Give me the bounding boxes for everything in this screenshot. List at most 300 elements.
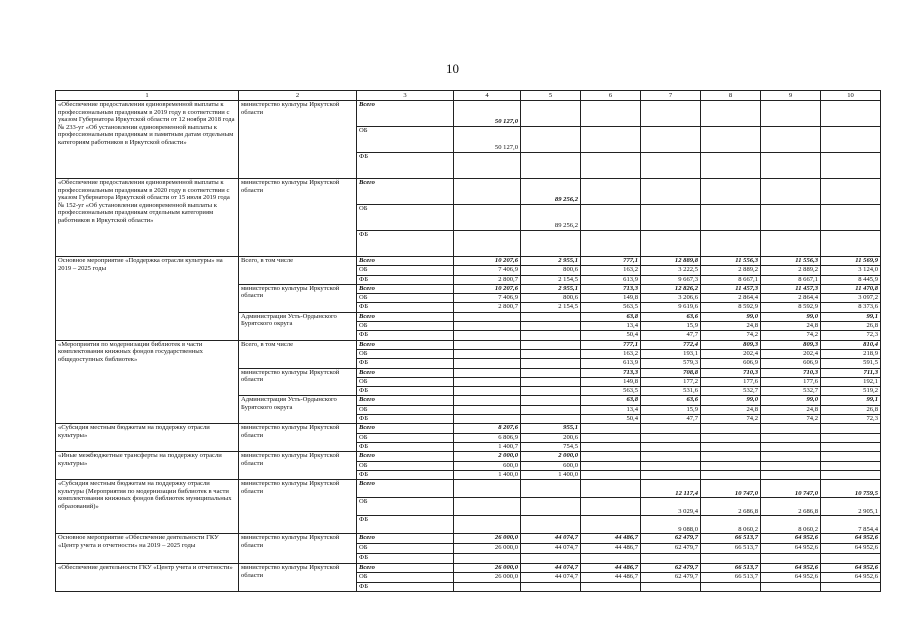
source-total: Всего [357,101,454,127]
measure-description: «Субсидия местным бюджетам на поддержку отрасли культуры» [56,424,239,452]
value-cell [521,349,581,358]
value-cell: 10 207,6 [454,257,521,266]
executor-cell: Администрация Усть-Ордынского Бурятского округа [239,396,357,424]
executor-cell: министерство культуры Иркутской области [239,101,357,179]
value-cell: 66 513,7 [701,564,761,573]
value-cell [701,582,761,591]
value-cell: 74,2 [761,331,821,340]
value-cell: 62 479,7 [641,573,701,582]
value-cell: 600,0 [521,461,581,470]
value-cell: 955,1 [521,424,581,433]
value-cell [641,461,701,470]
value-cell: 713,3 [581,368,641,377]
source-ob: ОБ [357,498,454,516]
value-cell: 50,4 [581,415,641,424]
value-cell: 711,3 [821,368,881,377]
source-fb: ФБ [357,516,454,534]
value-cell: 99,1 [821,312,881,321]
col-header: 1 [56,91,239,101]
value-cell: 9 088,0 [641,516,701,534]
value-cell [761,554,821,564]
executor-cell: министерство культуры Иркутской области [239,452,357,480]
value-cell: 2 864,4 [701,294,761,303]
value-cell [454,498,521,516]
value-cell: 74,2 [701,331,761,340]
value-cell: 44 074,7 [521,544,581,554]
value-cell [581,424,641,433]
executor-cell: министерство культуры Иркутской области [239,284,357,312]
value-cell [581,470,641,479]
value-cell: 163,2 [581,349,641,358]
value-cell: 63,8 [581,312,641,321]
source-fb: ФБ [357,231,454,257]
source-fb: ФБ [357,275,454,284]
value-cell [821,452,881,461]
source-ob: ОБ [357,433,454,442]
value-cell [641,433,701,442]
value-cell [521,405,581,414]
value-cell: 44 074,7 [521,564,581,573]
value-cell: 11 556,3 [761,257,821,266]
measure-description: Основное мероприятие «Обеспечение деятельности ГКУ «Центр учета и отчетности» на 2019 – 2025 годы [56,534,239,564]
value-cell: 163,2 [581,266,641,275]
value-cell: 810,4 [821,340,881,349]
value-cell: 66 513,7 [701,573,761,582]
table-row [56,534,881,544]
value-cell: 11 457,3 [761,284,821,293]
value-cell: 7 854,4 [821,516,881,534]
budget-table [55,90,881,592]
value-cell [581,480,641,498]
source-total: Всего [357,480,454,498]
value-cell [581,433,641,442]
value-cell: 2 955,1 [521,284,581,293]
value-cell: 177,6 [701,377,761,386]
value-cell: 24,8 [761,322,821,331]
value-cell: 2 864,4 [761,294,821,303]
value-cell: 11 457,3 [701,284,761,293]
value-cell: 26 000,0 [454,564,521,573]
value-cell [761,424,821,433]
value-cell [581,452,641,461]
value-cell [821,424,881,433]
value-cell: 44 486,7 [581,564,641,573]
value-cell [521,387,581,396]
value-cell: 218,9 [821,349,881,358]
value-cell [581,442,641,451]
value-cell [641,582,701,591]
value-cell: 64 952,6 [761,534,821,544]
source-total: Всего [357,312,454,321]
value-cell: 8 667,1 [761,275,821,284]
value-cell: 2 000,0 [521,452,581,461]
value-cell [454,340,521,349]
value-cell [454,322,521,331]
measure-description: «Обеспечение предоставления единовременной выплаты к профессиональным праздникам в 2020 году в соответствии с указом Губернатора Иркутской области от 15 июля 2019 года № 152-уг «Об установлении единовременной выплаты к профессиональным праздникам отдельным категориям работников в Иркутской области» [56,179,239,257]
source-fb: ФБ [357,303,454,312]
source-fb: ФБ [357,582,454,591]
value-cell [521,340,581,349]
executor-cell: министерство культуры Иркутской области [239,179,357,257]
value-cell: 26 000,0 [454,573,521,582]
value-cell [641,442,701,451]
value-cell: 99,0 [701,312,761,321]
value-cell: 50,4 [581,331,641,340]
value-cell: 192,1 [821,377,881,386]
value-cell [521,516,581,534]
value-cell [521,377,581,386]
value-cell: 9 667,3 [641,275,701,284]
value-cell [521,312,581,321]
value-cell: 63,6 [641,312,701,321]
value-cell: 47,7 [641,331,701,340]
source-fb: ФБ [357,359,454,368]
value-cell: 63,6 [641,396,701,405]
col-header: 7 [641,91,701,101]
value-cell [454,312,521,321]
value-cell: 8 060,2 [701,516,761,534]
value-cell: 7 406,9 [454,266,521,275]
value-cell: 99,0 [761,312,821,321]
value-cell [454,415,521,424]
table-row [56,480,881,498]
executor-cell: министерство культуры Иркутской области [239,424,357,452]
value-cell: 24,8 [701,405,761,414]
value-cell: 710,3 [761,368,821,377]
value-cell [821,461,881,470]
value-cell [454,368,521,377]
value-cell: 66 513,7 [701,544,761,554]
source-total: Всего [357,534,454,544]
value-cell: 64 952,6 [761,544,821,554]
value-cell: 2 686,8 [761,498,821,516]
value-cell: 606,9 [701,359,761,368]
value-cell: 44 074,7 [521,573,581,582]
value-cell: 200,6 [521,433,581,442]
value-cell [761,582,821,591]
value-cell [641,470,701,479]
value-cell: 202,4 [761,349,821,358]
value-cell [521,415,581,424]
value-cell: 606,9 [761,359,821,368]
value-cell: 177,2 [641,377,701,386]
value-cell: 563,5 [581,303,641,312]
value-cell: 11 569,9 [821,257,881,266]
source-total: Всего [357,284,454,293]
value-cell: 44 486,7 [581,573,641,582]
value-cell [454,331,521,340]
measure-description: «Мероприятия по модернизации библиотек в части комплектования книжных фондов государственных общедоступных библиотек» [56,340,239,424]
col-header: 9 [761,91,821,101]
value-cell: 62 479,7 [641,544,701,554]
value-cell [821,470,881,479]
page-number: 10 [446,61,459,76]
source-ob: ОБ [357,127,454,153]
value-cell: 7 406,9 [454,294,521,303]
value-cell: 754,5 [521,442,581,451]
value-cell: 47,7 [641,415,701,424]
value-cell: 809,3 [761,340,821,349]
value-cell: 8 060,2 [761,516,821,534]
value-cell: 708,8 [641,368,701,377]
value-cell: 11 556,3 [701,257,761,266]
value-cell [454,396,521,405]
value-cell: 24,8 [701,322,761,331]
value-cell [581,516,641,534]
source-fb: ФБ [357,415,454,424]
value-cell [454,349,521,358]
value-cell [454,480,521,498]
source-fb: ФБ [357,331,454,340]
value-cell [581,554,641,564]
value-cell: 2 905,1 [821,498,881,516]
value-cell [581,498,641,516]
value-cell: 710,3 [701,368,761,377]
value-cell [641,424,701,433]
source-fb: ФБ [357,470,454,479]
measure-description: «Иные межбюджетные трансферты на поддержку отрасли культуры» [56,452,239,480]
value-cell: 1 400,7 [454,442,521,451]
value-cell: 3 029,4 [641,498,701,516]
value-cell: 193,1 [641,349,701,358]
value-cell: 800,6 [521,266,581,275]
value-cell: 579,3 [641,359,701,368]
value-cell [521,359,581,368]
value-cell: 62 479,7 [641,534,701,544]
value-cell: 26,8 [821,405,881,414]
source-total: Всего [357,424,454,433]
value-cell: 8 592,9 [761,303,821,312]
value-cell: 2 000,0 [454,452,521,461]
source-ob: ОБ [357,294,454,303]
value-cell: 2 889,2 [761,266,821,275]
source-fb: ФБ [357,387,454,396]
value-cell: 99,0 [761,396,821,405]
value-cell [454,359,521,368]
executor-cell: Администрация Усть-Ордынского Бурятского округа [239,312,357,340]
col-header: 10 [821,91,881,101]
source-ob: ОБ [357,405,454,414]
value-cell: 64 952,6 [821,534,881,544]
value-cell: 44 486,7 [581,534,641,544]
value-cell: 99,1 [821,396,881,405]
value-cell [821,442,881,451]
value-cell: 9 619,6 [641,303,701,312]
value-cell: 64 952,6 [761,564,821,573]
value-cell [521,498,581,516]
value-cell [454,516,521,534]
value-cell: 44 074,7 [521,534,581,544]
value-cell: 72,3 [821,415,881,424]
value-cell: 2 955,1 [521,257,581,266]
value-cell [641,452,701,461]
col-header: 2 [239,91,357,101]
source-total: Всего [357,340,454,349]
value-cell [521,480,581,498]
column-header-row [56,91,881,101]
value-cell: 64 952,6 [821,564,881,573]
value-cell: 8 592,9 [701,303,761,312]
value-cell: 563,5 [581,387,641,396]
value-cell: 64 952,6 [821,544,881,554]
value-cell: 532,7 [761,387,821,396]
value-cell: 600,0 [454,461,521,470]
source-total: Всего [357,257,454,266]
source-ob: ОБ [357,266,454,275]
value-cell: 26 000,0 [454,534,521,544]
value-cell: 1 400,0 [521,470,581,479]
col-header: 5 [521,91,581,101]
value-cell [701,424,761,433]
value-cell: 66 513,7 [701,534,761,544]
value-cell: 12 117,4 [641,480,701,498]
value-cell: 13,4 [581,405,641,414]
value-cell [454,377,521,386]
measure-description: «Субсидия местным бюджетам на поддержку отрасли культуры (Мероприятия по модернизации библиотек в части комплектования книжных фондов библиотек муниципальных образований)» [56,480,239,534]
value-cell: 809,3 [701,340,761,349]
value-cell: 63,8 [581,396,641,405]
value-cell: 44 486,7 [581,544,641,554]
value-cell [454,554,521,564]
value-cell: 50 127,0 [454,101,521,127]
value-cell: 531,6 [641,387,701,396]
value-cell: 12 889,8 [641,257,701,266]
value-cell [761,470,821,479]
value-cell: 74,2 [761,415,821,424]
table-row [56,101,881,127]
value-cell: 10 759,5 [821,480,881,498]
col-header: 4 [454,91,521,101]
col-header: 3 [357,91,454,101]
value-cell: 149,8 [581,294,641,303]
value-cell [701,461,761,470]
value-cell: 713,3 [581,284,641,293]
source-total: Всего [357,179,454,205]
executor-cell: министерство культуры Иркутской области [239,564,357,592]
value-cell: 64 952,6 [821,573,881,582]
source-total: Всего [357,452,454,461]
table-row [56,452,881,461]
value-cell: 8 667,1 [701,275,761,284]
source-ob: ОБ [357,205,454,231]
value-cell: 10 747,0 [701,480,761,498]
source-ob: ОБ [357,349,454,358]
value-cell: 777,1 [581,257,641,266]
table-row [56,424,881,433]
value-cell: 777,1 [581,340,641,349]
value-cell: 24,8 [761,405,821,414]
value-cell: 74,2 [701,415,761,424]
value-cell: 12 826,2 [641,284,701,293]
value-cell: 10 747,0 [761,480,821,498]
value-cell: 613,9 [581,359,641,368]
value-cell [454,405,521,414]
value-cell: 2 154,5 [521,303,581,312]
value-cell: 15,9 [641,405,701,414]
executor-cell: министерство культуры Иркутской области [239,368,357,396]
value-cell: 13,4 [581,322,641,331]
value-cell: 177,6 [761,377,821,386]
measure-description: «Обеспечение предоставления единовременной выплаты к профессиональным праздникам в 2019 году в соответствии с указом Губернатора Иркутской области от 12 ноября 2018 года № 233-уг «Об установлении единовременной выплаты к профессиональным праздникам и памятным датам отдельным категориям работников в Иркутской области» [56,101,239,179]
table-row [56,179,881,205]
value-cell: 2 800,7 [454,303,521,312]
value-cell [821,433,881,442]
value-cell [821,554,881,564]
value-cell [521,331,581,340]
value-cell [761,433,821,442]
table-row [56,340,881,349]
source-fb: ФБ [357,442,454,451]
value-cell: 2 889,2 [701,266,761,275]
value-cell: 8 445,9 [821,275,881,284]
value-cell: 3 124,0 [821,266,881,275]
value-cell: 8 207,6 [454,424,521,433]
executor-cell: Всего, в том числе [239,257,357,285]
value-cell: 50 127,0 [454,127,521,153]
value-cell: 3 222,5 [641,266,701,275]
value-cell: 89 256,2 [521,179,581,205]
value-cell: 202,4 [701,349,761,358]
value-cell: 591,5 [821,359,881,368]
value-cell: 3 097,2 [821,294,881,303]
value-cell: 2 154,5 [521,275,581,284]
value-cell [454,582,521,591]
value-cell: 3 206,6 [641,294,701,303]
value-cell [701,470,761,479]
executor-cell: Всего, в том числе [239,340,357,368]
value-cell [761,461,821,470]
measure-description: «Обеспечение деятельности ГКУ «Центр учета и отчетности» [56,564,239,592]
value-cell [761,442,821,451]
value-cell: 613,9 [581,275,641,284]
value-cell [761,452,821,461]
measure-description: Основное мероприятие «Поддержка отрасли культуры» на 2019 – 2025 годы [56,257,239,341]
value-cell: 89 256,2 [521,205,581,231]
source-fb: ФБ [357,554,454,564]
table-row [56,564,881,573]
value-cell: 6 806,9 [454,433,521,442]
executor-cell: министерство культуры Иркутской области [239,534,357,564]
value-cell: 772,4 [641,340,701,349]
table-row [56,257,881,266]
value-cell [521,582,581,591]
col-header: 8 [701,91,761,101]
value-cell: 800,6 [521,294,581,303]
value-cell [701,452,761,461]
source-ob: ОБ [357,322,454,331]
value-cell [581,582,641,591]
value-cell: 519,2 [821,387,881,396]
value-cell: 532,7 [701,387,761,396]
value-cell [701,433,761,442]
source-total: Всего [357,396,454,405]
value-cell: 99,0 [701,396,761,405]
value-cell: 2 686,8 [701,498,761,516]
value-cell: 8 373,6 [821,303,881,312]
value-cell: 11 470,8 [821,284,881,293]
value-cell: 72,3 [821,331,881,340]
value-cell: 2 800,7 [454,275,521,284]
value-cell [521,396,581,405]
value-cell: 10 207,6 [454,284,521,293]
value-cell [521,322,581,331]
value-cell: 26 000,0 [454,544,521,554]
value-cell [581,461,641,470]
source-ob: ОБ [357,573,454,582]
value-cell [521,554,581,564]
value-cell [521,368,581,377]
value-cell [821,582,881,591]
